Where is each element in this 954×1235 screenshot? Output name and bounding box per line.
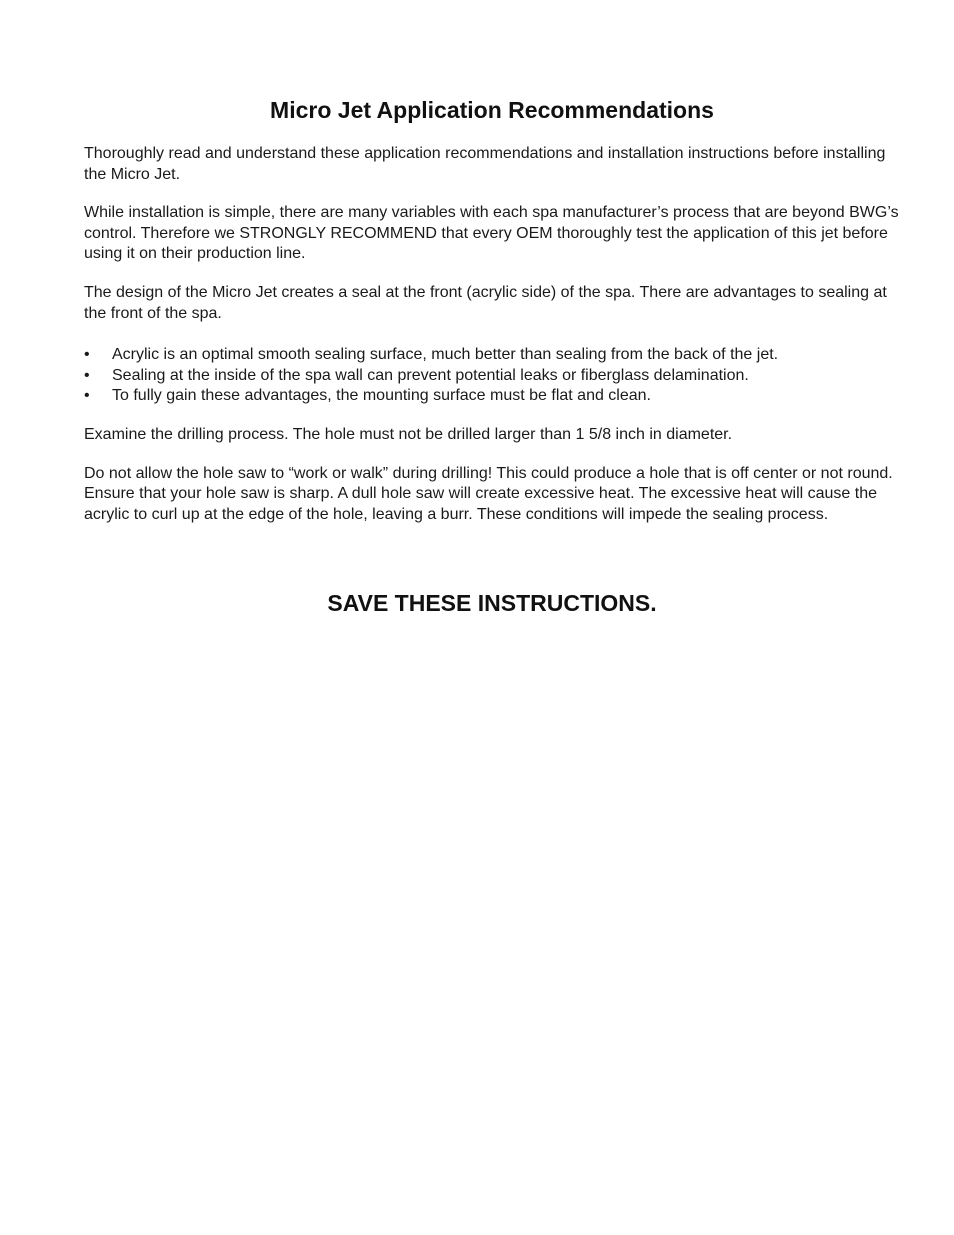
variables-paragraph: While installation is simple, there are many variables with each spa manufacturer’s process that are beyond BWG’s control. Therefore we STRONGLY RECOMMEND that every OEM thoroughly test the application of this jet before using it on their production line. bbox=[84, 204, 899, 263]
bullet-icon: • bbox=[84, 346, 90, 364]
list-item bbox=[84, 366, 900, 387]
list-item-text: Acrylic is an optimal smooth sealing surface, much better than sealing from the back of the jet. bbox=[112, 346, 779, 364]
design-paragraph: The design of the Micro Jet creates a seal at the front (acrylic side) of the spa. There are advantages to sealing at the front of the spa. bbox=[84, 283, 887, 322]
advantages-list bbox=[84, 345, 900, 407]
intro-paragraph: Thoroughly read and understand these application recommendations and installation instructions before installing the Micro Jet. bbox=[84, 145, 886, 183]
list-item-text: To fully gain these advantages, the mounting surface must be flat and clean. bbox=[112, 387, 651, 405]
document-page bbox=[84, 0, 900, 617]
bullet-icon: • bbox=[84, 387, 90, 405]
list-item-text: Sealing at the inside of the spa wall can prevent potential leaks or fiberglass delamination. bbox=[112, 366, 749, 384]
hole-saw-paragraph: Do not allow the hole saw to “work or walk” during drilling! This could produce a hole that is off center or not round. Ensure that your hole saw is sharp. A dull hole saw will create excessive heat. The excessive heat will cause the acrylic to curl up at the edge of the hole, leaving a burr. These conditions will impede the sealing process. bbox=[84, 464, 893, 523]
page-title: Micro Jet Application Recommendations bbox=[270, 97, 714, 123]
list-item bbox=[84, 386, 900, 407]
drilling-paragraph: Examine the drilling process. The hole must not be drilled larger than 1 5/8 inch in diameter. bbox=[84, 425, 733, 443]
save-instructions-heading: SAVE THESE INSTRUCTIONS. bbox=[327, 590, 657, 617]
list-item bbox=[84, 345, 900, 366]
bullet-icon: • bbox=[84, 366, 90, 384]
